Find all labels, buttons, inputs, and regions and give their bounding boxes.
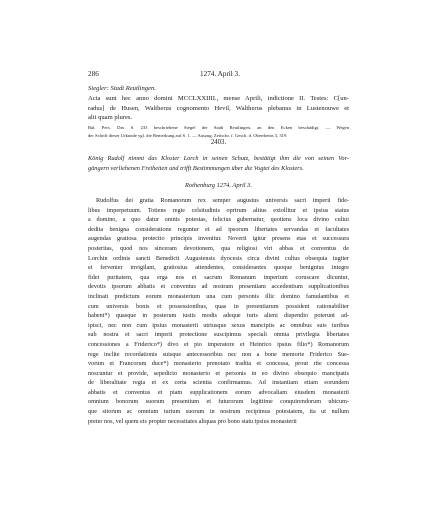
seal-label: Siegler: Stadt Reutlingen. <box>88 85 156 92</box>
note-line: Bal. Pers. Das S. 233 beschriebene Siegel der Stadt Reutlingen, an den Ecken beschädigt. — Wegen <box>88 125 349 130</box>
text-line: Rudolfus dei gratia Romanorum rex semper augustus universis sacri imperii fide- <box>96 197 349 204</box>
text-line: preter nos, vel quem eis propter necessitates aliquas pro bono statu ipsius monasterii <box>88 417 297 425</box>
text-line: a domino, a quo datur omnis potestas, felicius gubernatur, quotiens loca divino cultui <box>88 216 349 224</box>
text-line: ipisci, nec non cum ipsius monasterii utriusque sexus mancipiis ac omnibus suis iuribus <box>88 321 349 329</box>
text-line: habent*) quasque in posterum iustis modis adeque iuris alieni dispendio poterunt ad- <box>88 312 349 320</box>
regest-line: König Rudolf nimmt das Kloster Lorch in seinen Schutz, bestätigt ihm die von seinen Vor- <box>88 155 349 162</box>
text-line: dedita benigna consideratione reguntur et ad ipsorum libertates servandas et facultates <box>88 225 349 233</box>
text-line: concessiones a Friderico*) divo et pio imperatore et Heinrico ipsius filio*) Romanorum <box>88 340 349 348</box>
text-line: rege inclite recordationis suisque antecessoribus nec non a bone memorie Friderico Sue- <box>88 350 349 358</box>
text-line: vorum et Francorum duce*) monasterio prenotato tradita et concessa, prout rite concessa <box>88 360 349 368</box>
text-line: noscuntur et provide, sepedicto monasterio et personis in eo divino obsequio mancipatis <box>88 369 349 377</box>
charter-text <box>88 196 349 426</box>
text-line: Acta sunt hec anno domini MCCLXXIIII., mense Aprili, indictione II. Testes: C[un- <box>88 95 349 102</box>
text-line: devotis ipsorum abbatis et conventus ad nostram presentiam accedentium supplicationibus <box>88 283 349 291</box>
document-number: 2403. <box>210 139 227 146</box>
text-line: que sitorum ac omnium iurium suorum in nostrum recipimus potestatem, ita ut nullum <box>88 408 349 416</box>
text-line: de liberalitate regia et ex certa scientia confirmamus. Ad instantiam etiam eorundem <box>88 379 349 387</box>
text-line: abbatis et conventus et piam supplicationem eorum advocaliam eiusdem monasterii <box>88 388 349 396</box>
text-line: augendas gratiosa protectio principis invenitur. Noverit igitur presens etas et successura <box>88 235 349 243</box>
regest <box>88 154 349 173</box>
text-line: cum universis bonis et possessionibus, quas in presentiarum possident rationabiliter <box>88 302 349 310</box>
text-line: Lorchin ordinis sancti Benedicti Augustensis dyocesis circa divini cultus obsequia iugiter <box>88 254 349 262</box>
text-line: fidei puritatem, qua erga nos et sacrum Romanum imperium coruscare dicuntur, <box>88 273 349 281</box>
text-line: libus imperpetuum. Totiens regie celsitudinis oprtrum altius extollitur et ipsius status <box>88 206 349 214</box>
text-line: alii quam plures. <box>88 114 133 122</box>
text-line: omnium bonorum suorum presentium et futurorum legittime conquirendorum ubicum- <box>88 398 349 406</box>
text-line: inclinati predictum eorum monasterium una cum personis illic domino famulantibus et <box>88 292 349 300</box>
running-header <box>88 69 349 79</box>
header-date: 1274. April 3. <box>200 70 240 78</box>
text-line: et fervenier invigilant, gratiosius attendentes, considerantes quoque benignius integre <box>88 264 349 272</box>
place-date: Rothenburg 1274. April 3. <box>185 182 252 189</box>
witness-paragraph <box>88 94 349 123</box>
page-number: 286 <box>88 70 99 78</box>
note-line: der Schrift dieser Urkunde vgl. die Bemerkung auf S. 1. — Auszug: Zeitschr. f. Gesch. d. Oberrheins 3, 319. <box>88 133 288 138</box>
regest-line: gängern verliehenen Freiheiten und trifft Bestimmungen über die Vogtei des Klosters. <box>88 164 304 172</box>
text-line: radus] de Husen, Waltherus cognomento Hevil, Waltherus plebanus in Lustenouwe et <box>88 104 349 112</box>
text-line: posteritas, quod nos sinceram devotionem, qua religiosi viri abbas et conventus de <box>88 244 349 252</box>
text-line: sub nostra et sacri imperii protectione suscipimus speciali omnia privilegia libertates <box>88 331 349 339</box>
